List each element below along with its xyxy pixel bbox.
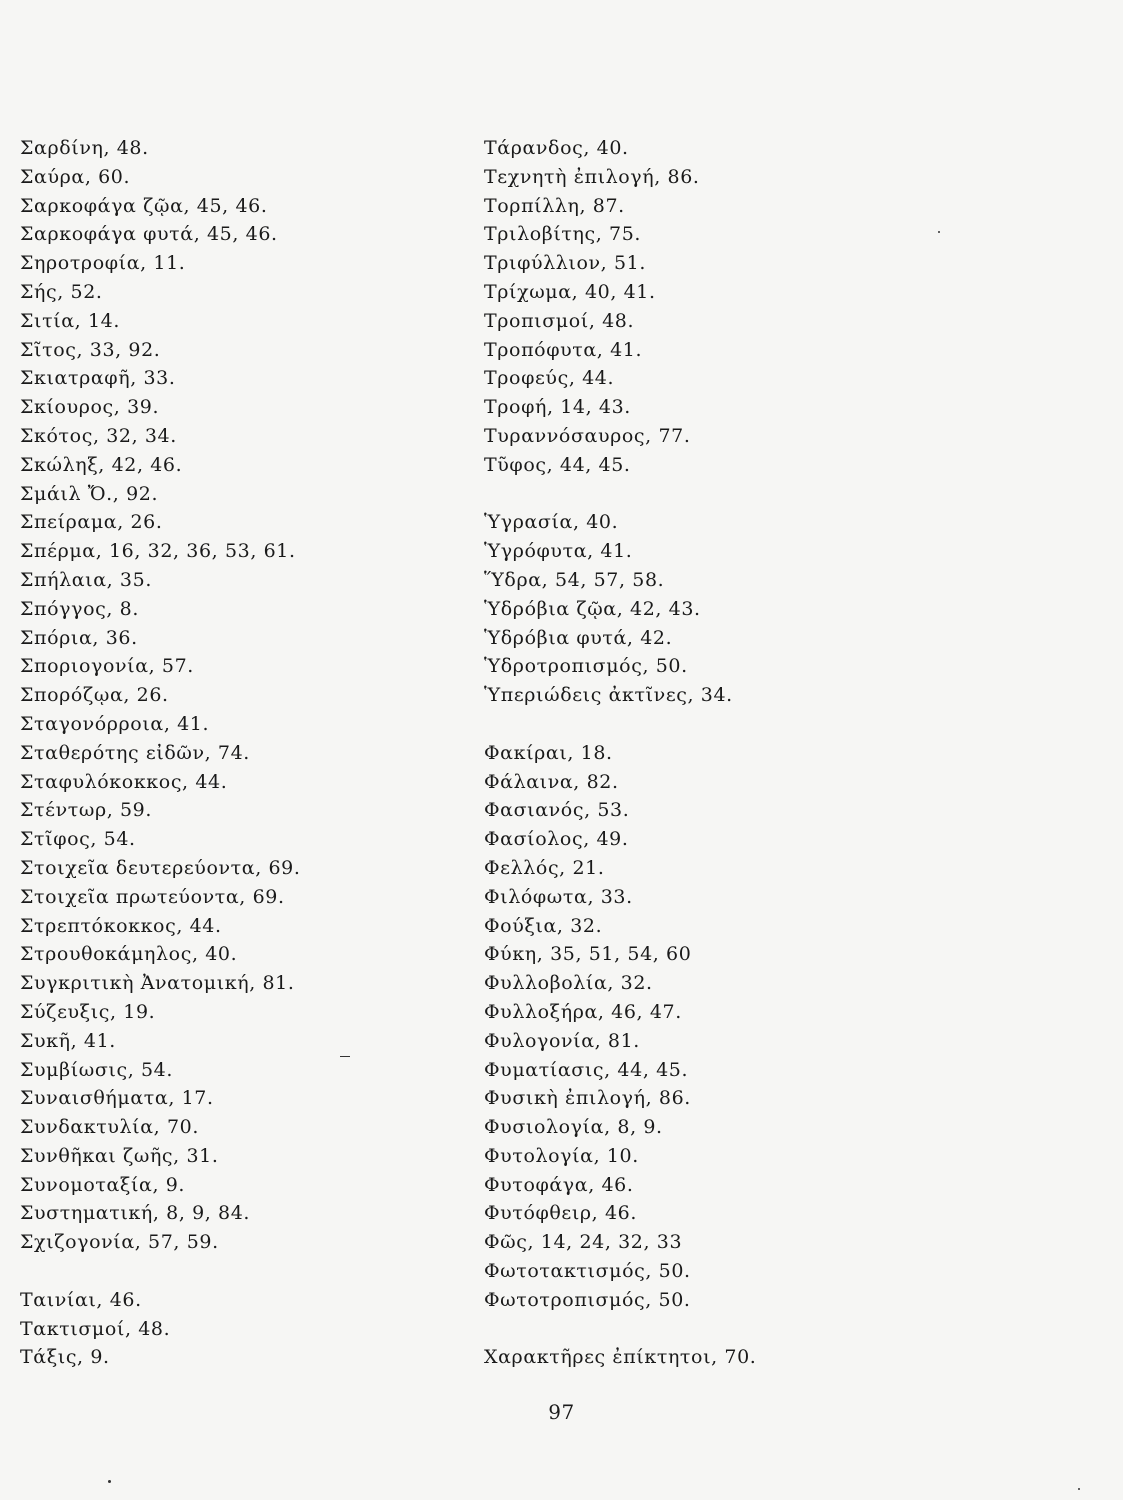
index-entry: Σαρδίνη, 48. [20,137,149,159]
index-entry: Σπορόζῳα, 26. [20,684,169,707]
index-entry: Ὑγρόφυτα, 41. [484,540,633,563]
scan-speck [340,1056,350,1057]
index-entry: Φυσικὴ ἐπιλογή, 86. [484,1087,691,1110]
index-entry: Τῦφος, 44, 45. [484,453,631,476]
index-entry: Σιτία, 14. [20,309,120,332]
index-entry: Χαρακτῆρες ἐπίκτητοι, 70. [484,1346,757,1369]
index-entry: Φυματίασις, 44, 45. [484,1058,689,1081]
index-entry: Φιλόφωτα, 33. [484,885,633,908]
index-entry: Σπέρμα, 16, 32, 36, 53, 61. [20,540,296,563]
index-entry: Σαρκοφάγα ζῷα, 45, 46. [20,194,268,217]
index-entry: Σαρκοφάγα φυτά, 45, 46. [20,223,278,246]
index-entry: Σπόρια, 36. [20,626,138,649]
index-entry: Συνθῆκαι ζωῆς, 31. [20,1144,219,1167]
scan-speck [108,1480,111,1483]
index-entry: Σκότος, 32, 34. [20,424,177,447]
index-entry: Φωτοτακτισμός, 50. [484,1260,691,1283]
index-entry: Στοιχεῖα πρωτεύοντα, 69. [20,885,285,908]
index-entry: Ὑδρόβια ζῷα, 42, 43. [484,597,701,620]
index-entry: Στοιχεῖα δευτερεύοντα, 69. [20,856,301,879]
index-column-left [20,134,460,1372]
index-entry: Συνδακτυλία, 70. [20,1116,199,1139]
index-entry: Συστηματική, 8, 9, 84. [20,1202,251,1225]
index-entry: Στρεπτόκοκκος, 44. [20,914,222,937]
index-entry: Τεχνητὴ ἐπιλογή, 86. [484,165,700,188]
index-entry: Φυτοφάγα, 46. [484,1173,634,1196]
index-entry: Φωτοτροπισμός, 50. [484,1288,691,1311]
letter-group-gap [20,1257,460,1286]
letter-group-gap [484,1315,904,1344]
index-entry: Τάξις, 9. [20,1346,110,1369]
index-entry: Φασιανός, 53. [484,799,630,822]
letter-group-gap [484,710,904,739]
index-entry: Σταθερότης εἰδῶν, 74. [20,741,250,764]
index-entry: Σταγονόρροια, 41. [20,712,210,735]
index-entry: Ταινίαι, 46. [20,1288,142,1311]
index-entry: Τορπίλλη, 87. [484,194,625,217]
index-entry: Ὕδρα, 54, 57, 58. [484,568,665,591]
index-entry: Φελλός, 21. [484,856,605,879]
index-entry: Συμβίωσις, 54. [20,1058,174,1081]
index-entry: Σκιατραφῆ, 33. [20,367,176,390]
index-entry: Τροφεύς, 44. [484,367,615,390]
index-entry: Φῶς, 14, 24, 32, 33 [484,1231,683,1254]
letter-group-gap [484,480,904,509]
index-entry: Φυτόφθειρ, 46. [484,1202,637,1225]
index-entry: Τροφή, 14, 43. [484,396,631,419]
index-entry: Φούξια, 32. [484,914,603,937]
index-entry: Σκίουρος, 39. [20,396,160,419]
index-entry: Συναισθήματα, 17. [20,1087,214,1110]
index-entry: Τροπόφυτα, 41. [484,338,643,361]
index-entry: Σμάιλ Ὄ., 92. [20,482,159,505]
index-entry: Τυραννόσαυρος, 77. [484,424,691,447]
index-entry: Σύζευξις, 19. [20,1000,156,1023]
index-column-right [484,134,904,1372]
index-entry: Στῖφος, 54. [20,828,136,851]
index-entry: Σποριογονία, 57. [20,655,194,678]
index-entry: Τάρανδος, 40. [484,137,629,159]
index-entry: Ὑδρόβια φυτά, 42. [484,626,673,649]
index-entry: Τρίχωμα, 40, 41. [484,280,656,303]
index-entry: Φάλαινα, 82. [484,770,619,793]
index-entry: Φυσιολογία, 8, 9. [484,1116,663,1139]
index-entry: Συνομοταξία, 9. [20,1173,186,1196]
index-entry: Τριλοβίτης, 75. [484,223,642,246]
index-entry: Ὑπεριώδεις ἀκτῖνες, 34. [484,684,733,707]
index-entry: Φυλογονία, 81. [484,1029,640,1052]
index-entry: Τροπισμοί, 48. [484,309,635,332]
index-entry: Σκώληξ, 42, 46. [20,453,183,476]
index-entry: Ὑδροτροπισμός, 50. [484,655,688,678]
index-entry: Σχιζογονία, 57, 59. [20,1231,219,1254]
index-entry: Σπόγγος, 8. [20,597,139,620]
page-number: 97 [548,1400,575,1424]
index-entry: Στρουθοκάμηλος, 40. [20,943,238,966]
index-entry: Σής, 52. [20,280,103,303]
scan-speck [1078,1488,1080,1490]
index-entry: Τριφύλλιον, 51. [484,252,646,275]
index-entry: Σπείραμα, 26. [20,511,163,534]
index-entry: Σαύρα, 60. [20,165,131,188]
index-entry: Φυλλοξήρα, 46, 47. [484,1000,682,1023]
index-entry: Σταφυλόκοκκος, 44. [20,770,228,793]
index-entry: Φύκη, 35, 51, 54, 60 [484,943,692,966]
index-entry: Φακίραι, 18. [484,741,613,764]
index-entry: Στέντωρ, 59. [20,799,153,822]
index-entry: Συγκριτικὴ Ἀνατομική, 81. [20,972,295,995]
index-entry: Φυτολογία, 10. [484,1144,639,1167]
index-entry: Σῖτος, 33, 92. [20,338,161,361]
index-entry: Φασίολος, 49. [484,828,629,851]
index-entry: Σηροτροφία, 11. [20,252,186,275]
index-entry: Φυλλοβολία, 32. [484,972,653,995]
scan-speck [938,231,940,233]
index-entry: Ὑγρασία, 40. [484,511,619,534]
index-entry: Συκῆ, 41. [20,1029,116,1052]
index-entry: Σπήλαια, 35. [20,568,152,591]
index-entry: Τακτισμοί, 48. [20,1317,171,1340]
